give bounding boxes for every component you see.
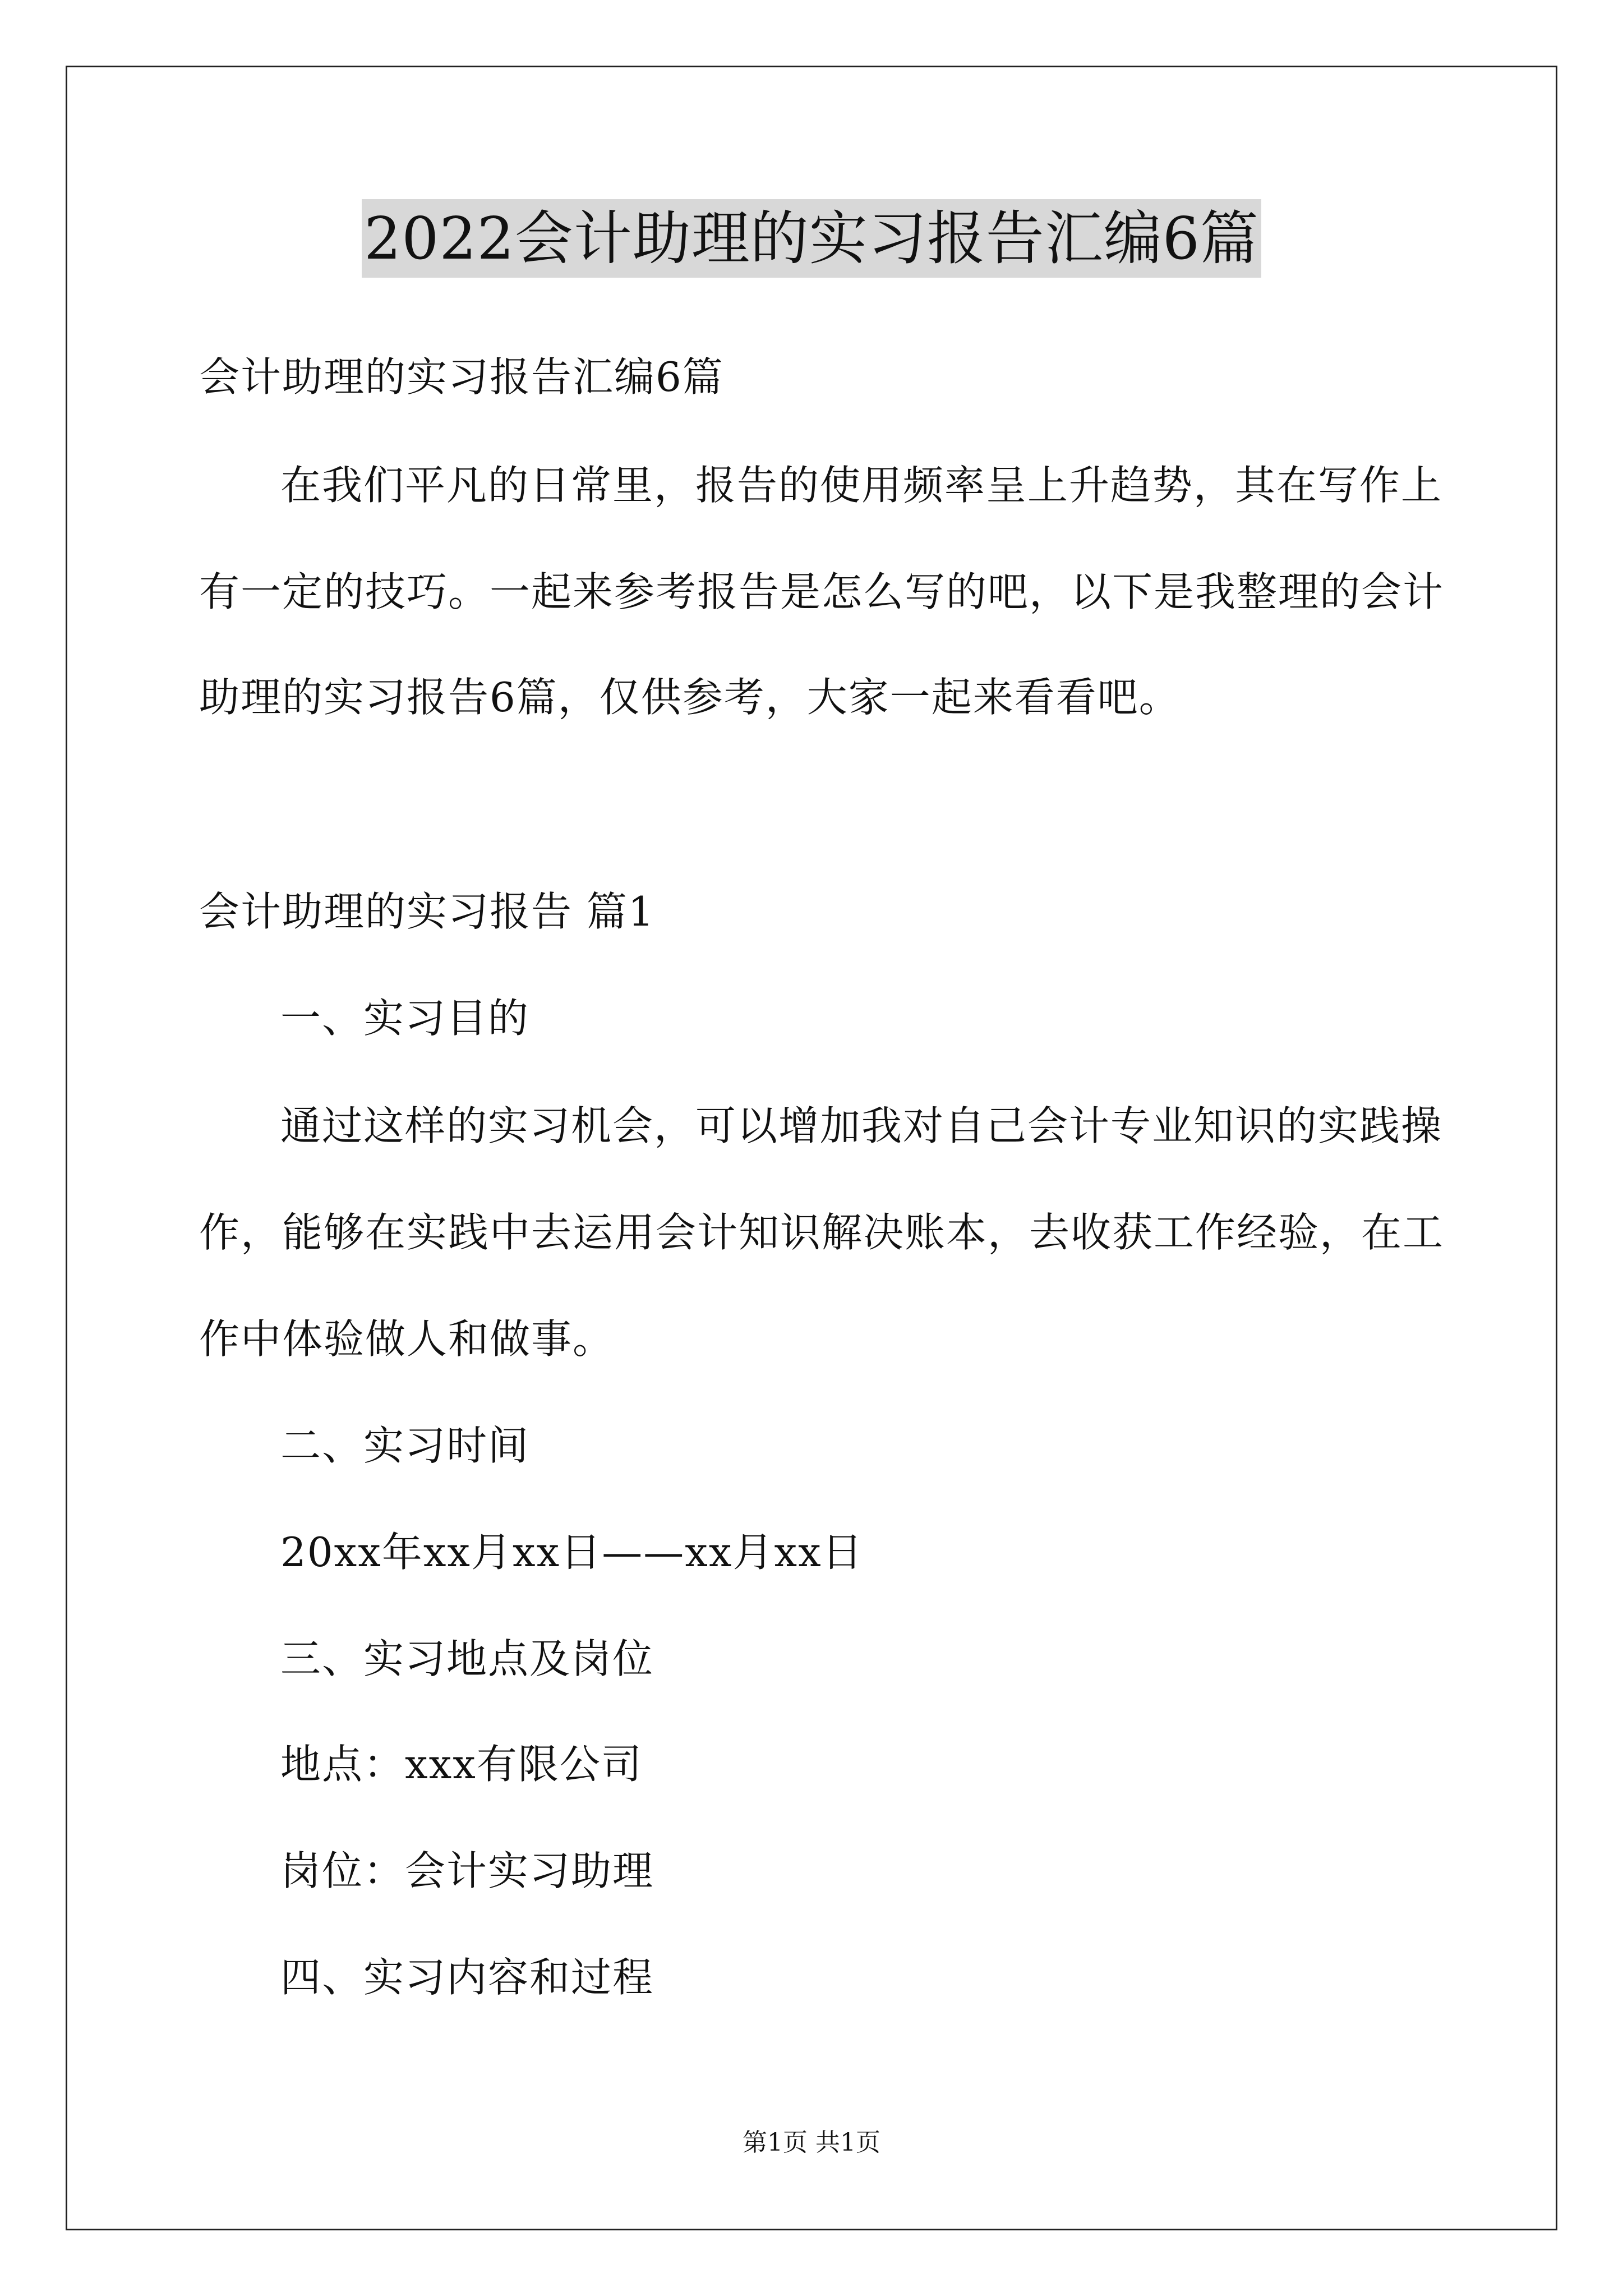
heading-content: 四、实习内容和过程	[280, 1954, 654, 2001]
purpose-line-1: 通过这样的实习机会，可以增加我对自己会计专业知识的实践操	[280, 1102, 1443, 1149]
document-title: 2022会计助理的实习报告汇编6篇	[362, 199, 1261, 278]
intro-line-1: 在我们平凡的日常里，报告的使用频率呈上升趋势，其在写作上	[280, 462, 1443, 509]
title-container	[0, 199, 1623, 278]
heading-location: 三、实习地点及岗位	[280, 1635, 654, 1682]
heading-purpose: 一、实习目的	[280, 995, 530, 1042]
position-text: 岗位：会计实习助理	[280, 1847, 654, 1894]
intro-line-3: 助理的实习报告6篇，仅供参考，大家一起来看看吧。	[199, 674, 1181, 721]
section-heading: 会计助理的实习报告 篇1	[199, 888, 655, 935]
subtitle: 会计助理的实习报告汇编6篇	[199, 353, 724, 401]
intro-line-2: 有一定的技巧。一起来参考报告是怎么写的吧，以下是我整理的会计	[199, 568, 1445, 615]
heading-time: 二、实习时间	[280, 1422, 530, 1469]
page-footer: 第1页 共1页	[743, 2128, 880, 2157]
purpose-line-2: 作，能够在实践中去运用会计知识解决账本，去收获工作经验，在工	[199, 1209, 1445, 1256]
time-range: 20xx年xx月xx日——xx月xx日	[280, 1529, 864, 1576]
location-text: 地点：xxx有限公司	[280, 1741, 643, 1788]
purpose-line-3: 作中体验做人和做事。	[199, 1315, 615, 1363]
